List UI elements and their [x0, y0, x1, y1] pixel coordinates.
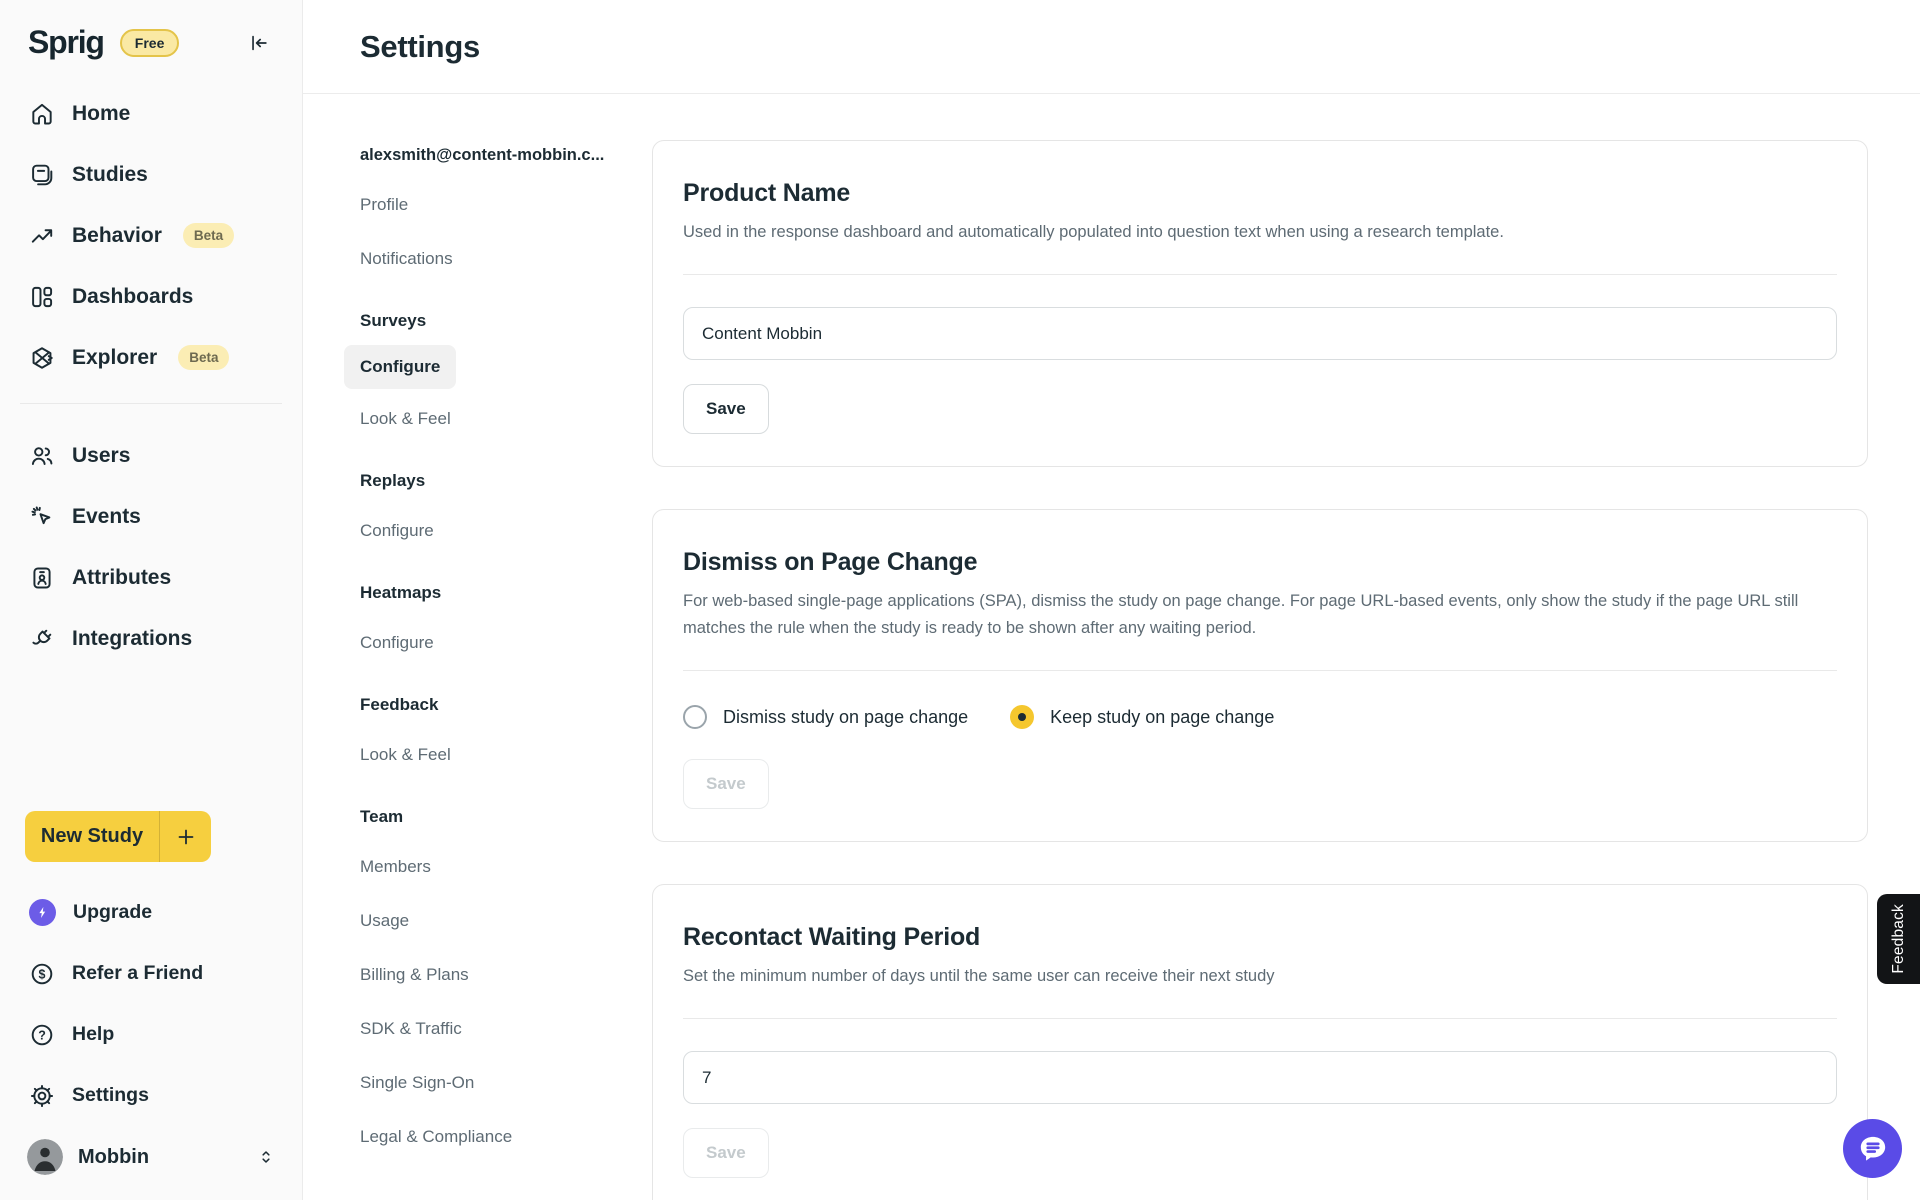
product-name-card — [652, 140, 1868, 467]
new-study-button[interactable] — [25, 811, 211, 862]
sidebar-item-label: Studies — [72, 162, 148, 186]
main-area — [303, 0, 1920, 1200]
sidebar-item-dashboards[interactable] — [0, 266, 302, 327]
settings-nav-heading-heatmaps: Heatmaps — [360, 583, 442, 602]
card-description: Used in the response dashboard and automatically populated into question text when using a research template. — [683, 223, 1504, 241]
dismiss-save-button[interactable]: Save — [683, 759, 769, 809]
sidebar-item-users[interactable] — [0, 425, 302, 486]
sidebar-item-label: Attributes — [72, 565, 172, 589]
sidebar-item-label: Dashboards — [72, 284, 194, 308]
svg-text:?: ? — [38, 1028, 46, 1043]
explorer-icon — [29, 345, 55, 371]
sidebar-item-label: Refer a Friend — [72, 962, 204, 984]
dismiss-radio-group — [683, 705, 1837, 729]
chevron-up-down-icon — [256, 1147, 276, 1167]
sidebar-item-label: Users — [72, 443, 131, 467]
page-header — [303, 0, 1920, 94]
radio-selected-icon[interactable] — [1010, 705, 1034, 729]
settings-nav-heading-feedback: Feedback — [360, 695, 439, 714]
card-title: Product Name — [683, 179, 851, 207]
settings-nav-item-heatmaps-configure[interactable]: Configure — [360, 633, 434, 652]
sidebar-item-integrations[interactable] — [0, 608, 302, 669]
sidebar-item-explorer[interactable] — [0, 327, 302, 388]
card-divider — [683, 1018, 1837, 1019]
studies-icon — [29, 162, 55, 188]
sidebar-item-refer-a-friend[interactable] — [0, 943, 302, 1004]
users-icon — [29, 443, 55, 469]
sidebar-item-help[interactable] — [0, 1004, 302, 1065]
radio-unselected-icon[interactable] — [683, 705, 707, 729]
settings-nav-item-single-sign-on[interactable]: Single Sign-On — [360, 1073, 475, 1092]
account-name: Mobbin — [78, 1145, 150, 1168]
sidebar-item-label: Behavior — [72, 223, 162, 247]
sidebar-item-home[interactable] — [0, 83, 302, 144]
radio-option-dismiss-study[interactable] — [683, 705, 968, 729]
settings-nav-item-usage[interactable]: Usage — [360, 911, 410, 930]
product-name-input[interactable] — [683, 307, 1837, 360]
sidebar-item-events[interactable] — [0, 486, 302, 547]
recontact-waiting-period-card — [652, 884, 1868, 1200]
plus-icon — [174, 825, 198, 849]
account-email: alexsmith@content-mobbin.c... — [360, 146, 605, 164]
feedback-tab-label: Feedback — [1889, 904, 1907, 974]
sidebar-header — [0, 0, 302, 77]
radio-label: Dismiss study on page change — [723, 706, 969, 727]
settings-nav — [303, 94, 652, 1200]
dismiss-on-page-change-card — [652, 509, 1868, 842]
sidebar-divider — [20, 403, 282, 404]
radio-option-keep-study[interactable] — [1010, 705, 1274, 729]
home-icon — [29, 101, 55, 127]
settings-nav-heading-surveys: Surveys — [360, 311, 427, 330]
new-study-plus-button[interactable] — [160, 825, 211, 849]
card-divider — [683, 670, 1837, 671]
recontact-save-button[interactable]: Save — [683, 1128, 769, 1178]
settings-nav-heading-team: Team — [360, 807, 404, 826]
events-icon — [29, 504, 55, 530]
sidebar-item-label: Help — [72, 1023, 115, 1045]
card-title: Recontact Waiting Period — [683, 923, 981, 951]
recontact-days-input[interactable] — [683, 1051, 1837, 1104]
attributes-icon — [29, 565, 55, 591]
settings-nav-item-profile[interactable]: Profile — [360, 195, 409, 214]
sidebar-item-label: Home — [72, 101, 131, 125]
sidebar-item-upgrade[interactable] — [0, 882, 302, 943]
chat-launcher-button[interactable] — [1843, 1119, 1902, 1178]
settings-cards — [652, 94, 1920, 1200]
sidebar-item-studies[interactable] — [0, 144, 302, 205]
settings-nav-heading-replays: Replays — [360, 471, 426, 490]
new-study-label: New Study — [40, 825, 144, 847]
settings-nav-item-feedback-look-and-feel[interactable]: Look & Feel — [360, 745, 451, 764]
settings-nav-item-members[interactable]: Members — [360, 857, 431, 876]
avatar — [27, 1139, 63, 1175]
settings-nav-item-legal-compliance[interactable]: Legal & Compliance — [360, 1127, 513, 1146]
utility-nav — [0, 876, 302, 1126]
settings-nav-item-replays-configure[interactable]: Configure — [360, 521, 434, 540]
settings-nav-item-billing-plans[interactable]: Billing & Plans — [360, 965, 469, 984]
account-switcher[interactable] — [0, 1126, 302, 1188]
feedback-tab[interactable] — [1877, 894, 1920, 984]
plan-badge: Free — [120, 29, 180, 57]
plug-icon — [29, 626, 55, 652]
page-title: Settings — [360, 28, 480, 64]
card-description: Set the minimum number of days until the same user can receive their next study — [683, 967, 1275, 985]
settings-content — [303, 94, 1920, 1200]
settings-nav-item-surveys-configure-selected[interactable]: Configure — [344, 345, 456, 389]
upgrade-bolt-icon — [29, 899, 56, 926]
collapse-sidebar-button[interactable] — [246, 30, 272, 56]
card-description: For web-based single-page applications (SPA), dismiss the study on page change. For page URL-based events, only show the study if the page URL still matches the rule when the study is ready to be shown after any waiting period. — [683, 592, 1799, 637]
dollar-circle-icon — [29, 961, 55, 987]
sidebar-item-label: Upgrade — [73, 901, 153, 923]
dashboards-icon — [29, 284, 55, 310]
sidebar-spacer — [0, 669, 302, 811]
svg-text:$: $ — [38, 967, 46, 982]
behavior-icon — [29, 223, 55, 249]
sidebar-item-settings[interactable] — [0, 1065, 302, 1126]
sidebar-item-label: Events — [72, 504, 141, 528]
sidebar-item-behavior[interactable] — [0, 205, 302, 266]
card-divider — [683, 274, 1837, 275]
help-circle-icon — [29, 1022, 55, 1048]
gear-icon — [29, 1083, 55, 1109]
radio-label: Keep study on page change — [1050, 706, 1275, 727]
product-name-save-button[interactable]: Save — [683, 384, 769, 434]
settings-nav-item-surveys-look-and-feel[interactable]: Look & Feel — [360, 409, 451, 428]
primary-nav — [0, 77, 302, 388]
sidebar — [0, 0, 303, 1200]
sidebar-item-label: Explorer — [72, 345, 158, 369]
collapse-left-icon — [248, 32, 270, 54]
settings-nav-item-sdk-traffic[interactable]: SDK & Traffic — [360, 1019, 462, 1038]
beta-badge: Beta — [183, 223, 234, 248]
beta-badge: Beta — [178, 345, 229, 370]
sprig-logo: Sprig — [28, 24, 104, 60]
settings-nav-item-notifications[interactable]: Notifications — [360, 249, 453, 268]
data-nav — [0, 419, 302, 669]
card-title: Dismiss on Page Change — [683, 548, 978, 576]
sidebar-item-attributes[interactable] — [0, 547, 302, 608]
sidebar-item-label: Settings — [72, 1084, 149, 1106]
chat-bubble-icon — [1856, 1132, 1890, 1166]
sidebar-item-label: Integrations — [72, 626, 193, 650]
